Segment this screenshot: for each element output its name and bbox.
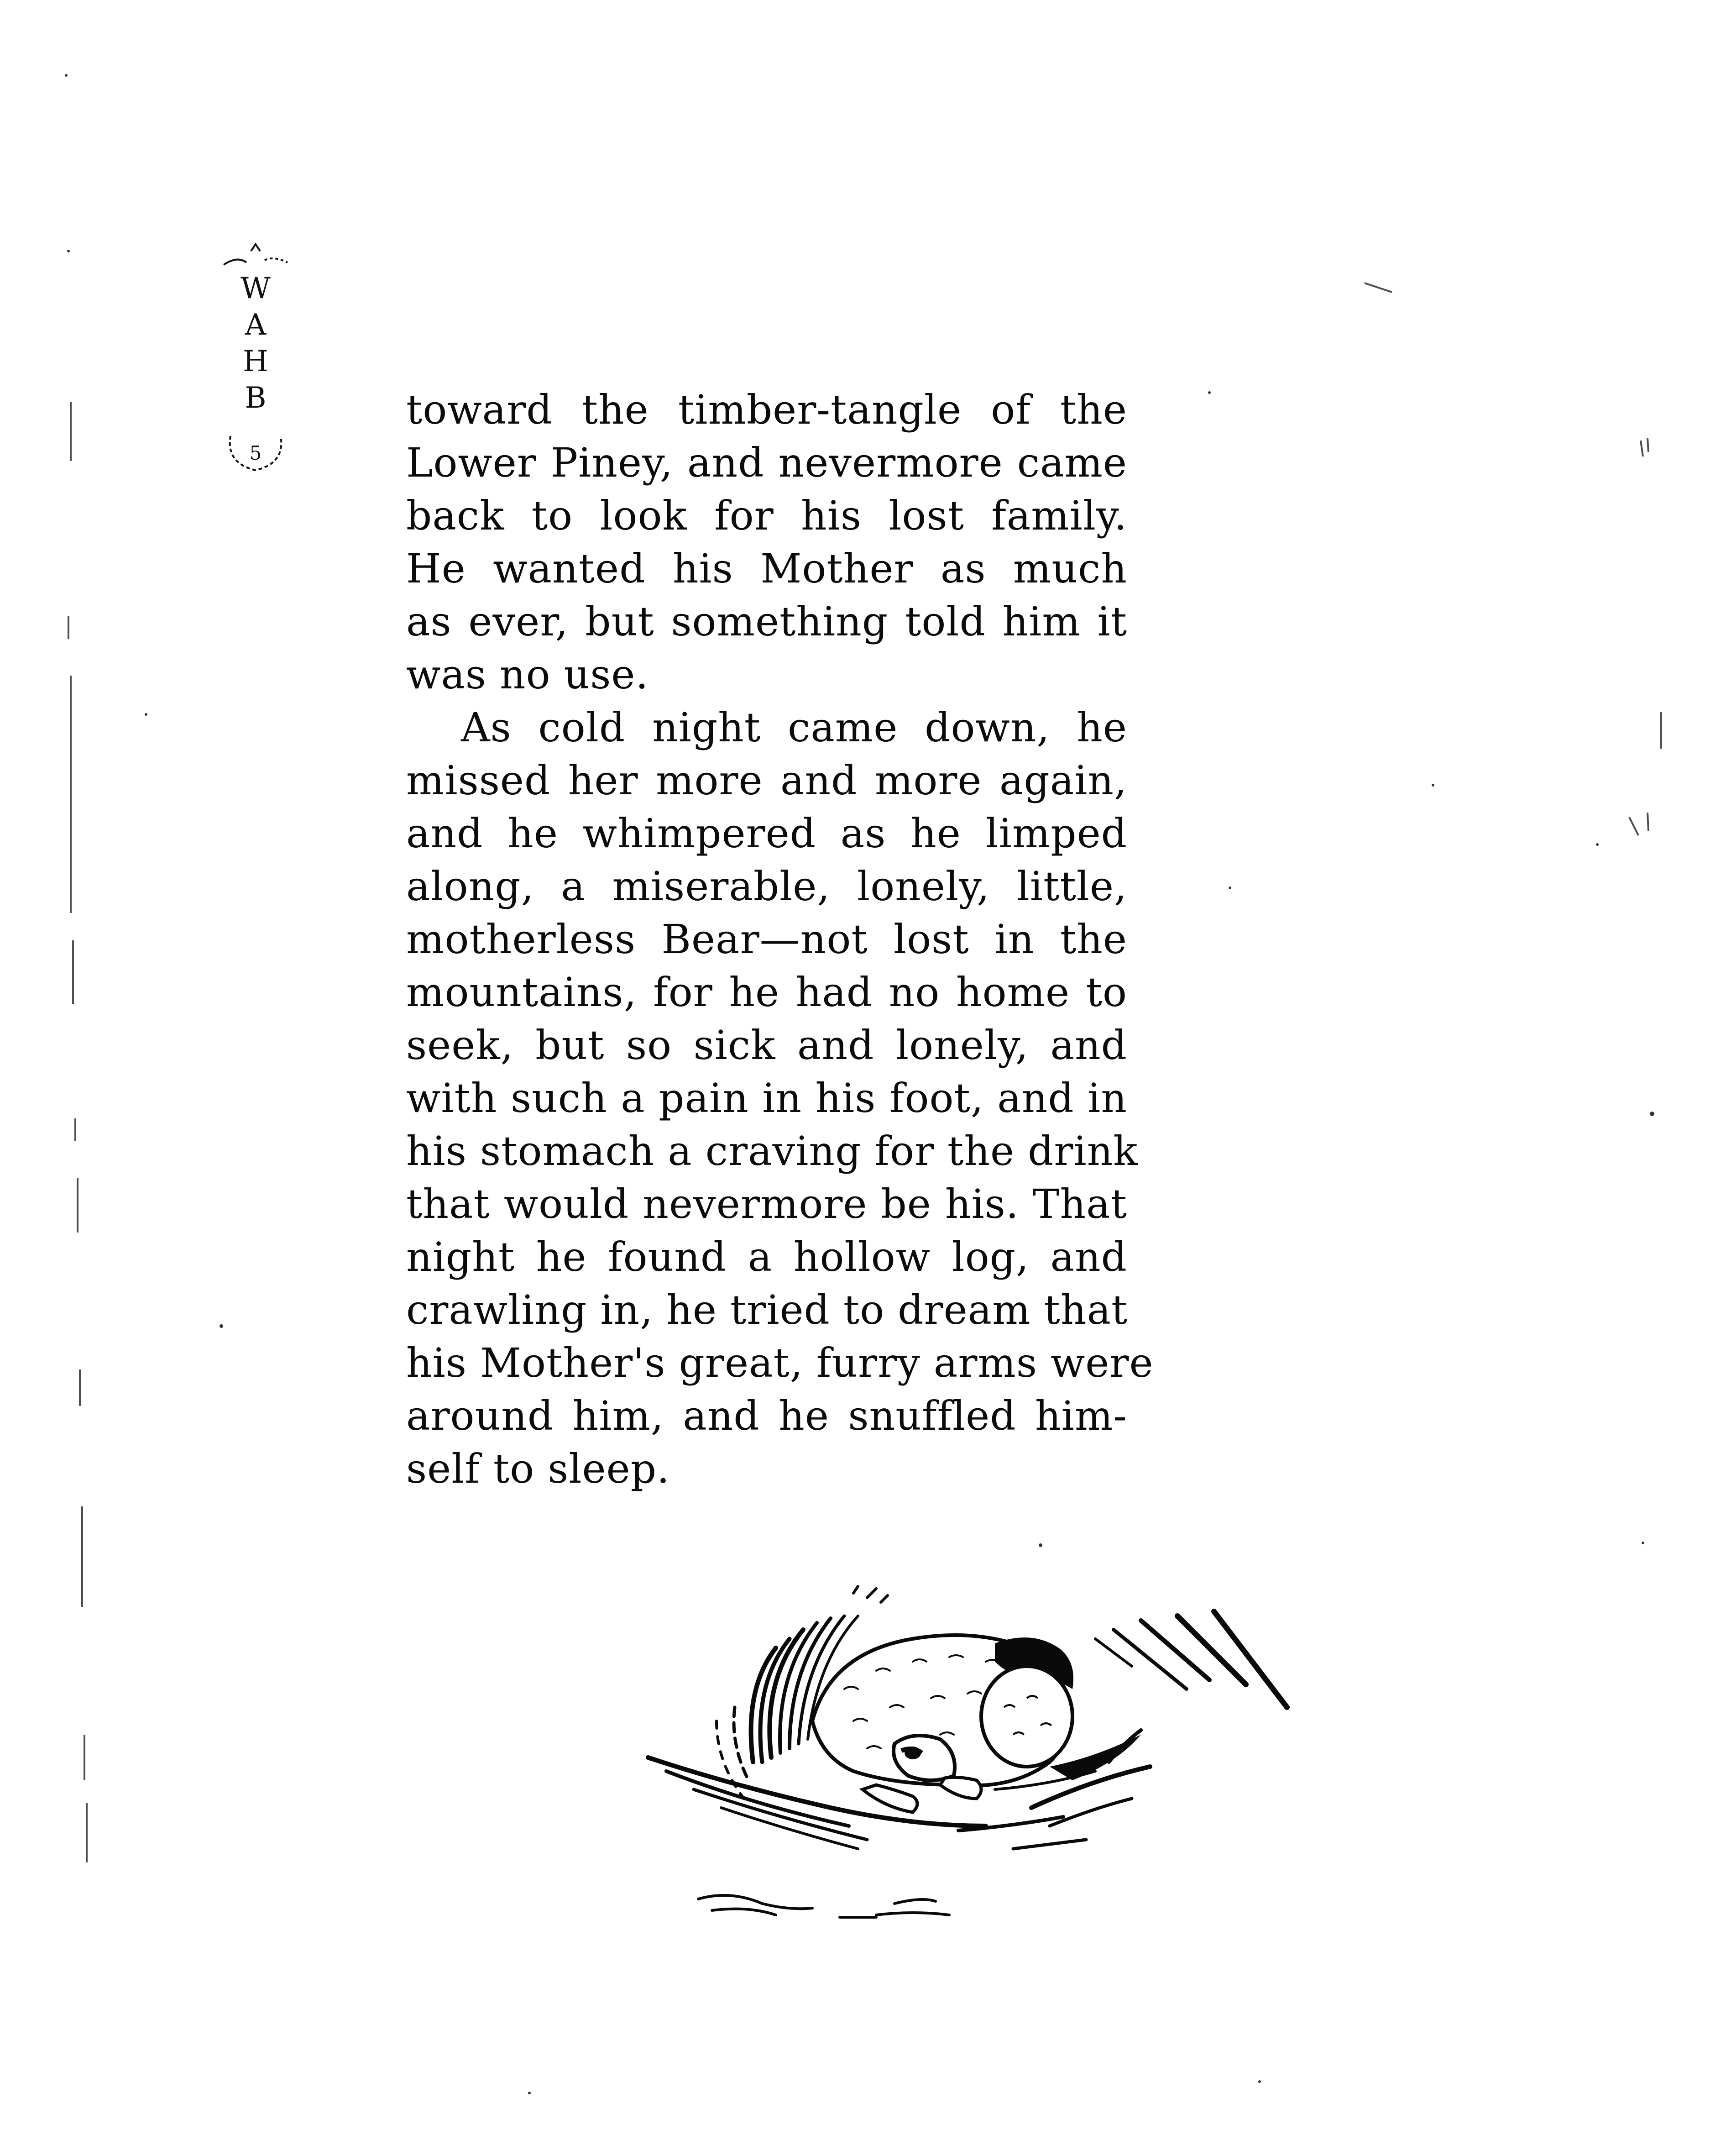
text-line: back to look for his lost family.: [406, 492, 1127, 539]
paragraph-1: [406, 383, 1127, 701]
text-line: seek, but so sick and lonely, and: [406, 1022, 1127, 1069]
ornament-top-icon: [219, 237, 292, 269]
text-line: his stomach a craving for the drink: [406, 1128, 1138, 1175]
text-line: night he found a hollow log, and: [406, 1233, 1127, 1280]
text-line: He wanted his Mother as much: [406, 545, 1127, 592]
text-line: As cold night came down, he: [461, 704, 1127, 751]
text-line: around him, and he snuffled him-: [406, 1392, 1127, 1439]
text-line: that would nevermore be his. That: [406, 1180, 1127, 1228]
text-line: and he whimpered as he limped: [406, 810, 1127, 857]
paragraph-2: [406, 701, 1154, 1495]
text-line: as ever, but something told him it: [406, 598, 1127, 645]
text-line: his Mother's great, furry arms were: [406, 1339, 1154, 1386]
running-title-letter-3: H: [243, 345, 268, 378]
text-line: missed her more and more again,: [406, 757, 1127, 804]
text-line: Lower Piney, and nevermore came: [406, 439, 1127, 486]
body-text: [406, 383, 1154, 1495]
sleeping-bear-illustration: [639, 1570, 1323, 1936]
page-number: 5: [249, 442, 262, 464]
running-title-letter-1: W: [241, 272, 271, 305]
text-line: motherless Bear—not lost in the: [406, 916, 1127, 963]
running-title-letter-2: A: [245, 308, 267, 342]
running-title-letter-4: B: [245, 381, 267, 415]
running-title: [210, 228, 301, 484]
text-line: mountains, for he had no home to: [406, 969, 1127, 1016]
text-line: was no use.: [406, 651, 649, 698]
text-line: along, a miserable, lonely, little,: [406, 863, 1127, 910]
text-line: with such a pain in his foot, and in: [406, 1075, 1127, 1122]
text-line: crawling in, he tried to dream that: [406, 1286, 1128, 1333]
text-line: toward the timber-tangle of the: [406, 386, 1127, 433]
text-line: self to sleep.: [406, 1445, 670, 1492]
